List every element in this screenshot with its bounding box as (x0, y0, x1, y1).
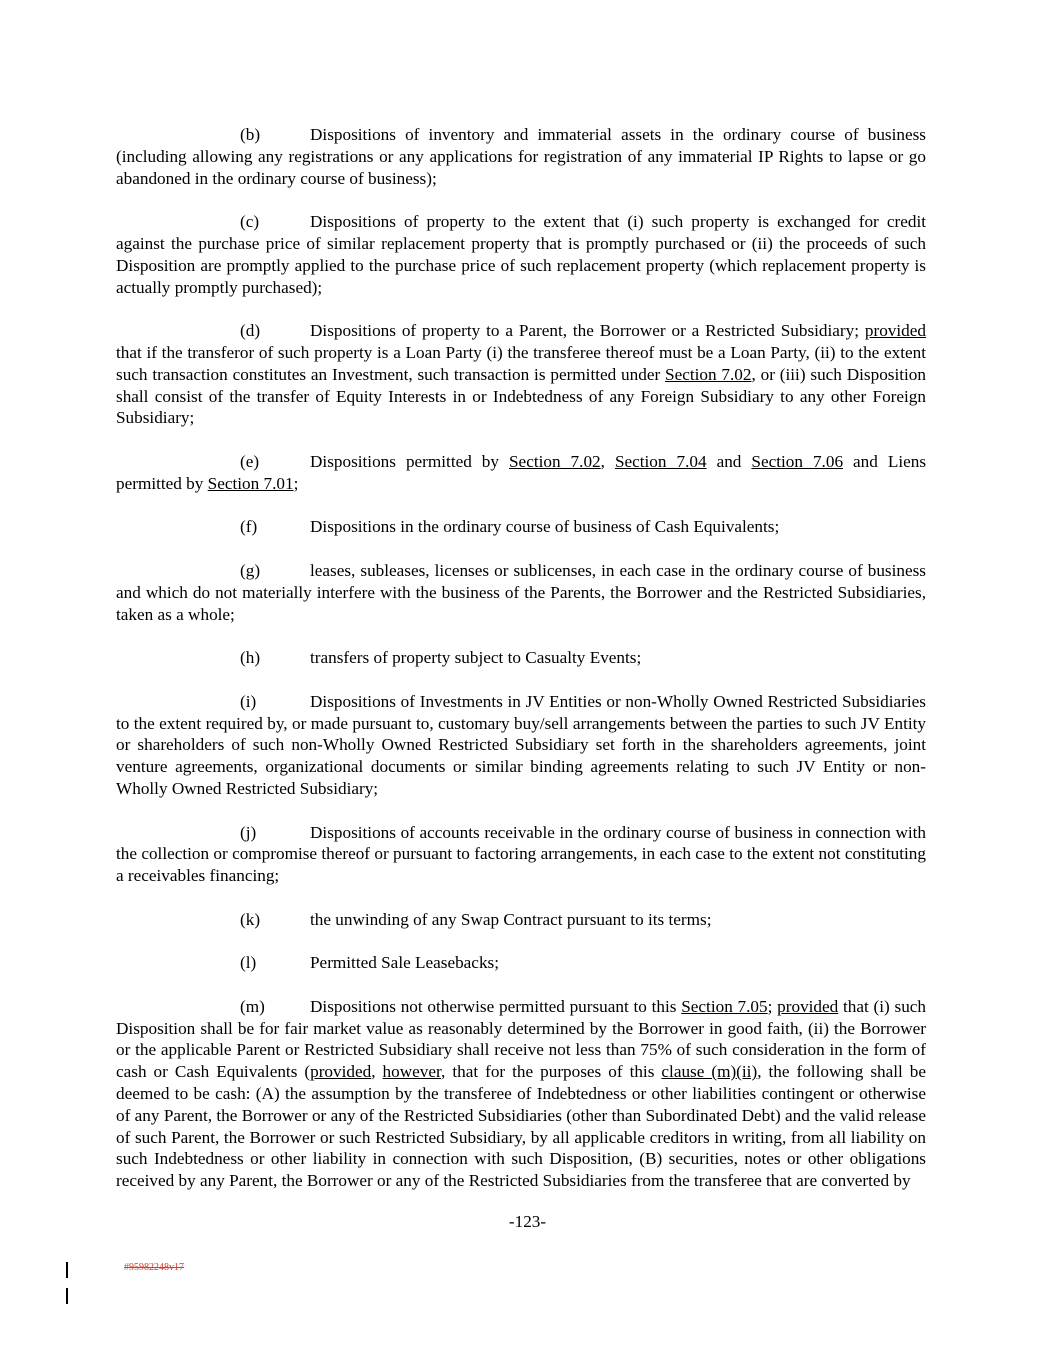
clause-label: (g) (240, 560, 261, 580)
clause-text: , (371, 1062, 376, 1082)
paragraph-d (116, 320, 926, 429)
clause-text: ; (293, 473, 299, 493)
clause-text: Dispositions of property to a Parent, the Borrower or a Restricted Subsidiary; (310, 321, 860, 341)
paragraph-f (116, 516, 926, 538)
clause-label: (m) (240, 996, 265, 1016)
document-body (116, 124, 926, 1214)
clause-text: Dispositions of Investments in JV Entities or non-Wholly Owned Restricted Subsidiaries to the extent required by, or made pursuant to, customary buy/sell arrangements between the parties to such JV Entity or shareholders of such non-Wholly Owned Restricted Subsidiary set forth in the shareholders agreements, joint venture agreements, organizational documents or similar binding agreements relating to such JV Entity or non-Wholly Owned Restricted Subsidiary; (116, 691, 926, 798)
document-id: #95982248v17 (124, 1262, 184, 1273)
defined-term: provided (777, 996, 839, 1016)
defined-term: however (382, 1062, 442, 1082)
clause-text: and Liens permitted by (116, 451, 927, 493)
section-reference: Section 7.06 (751, 451, 844, 471)
clause-label: (e) (240, 451, 260, 471)
paragraph-l (116, 952, 926, 974)
clause-text: , that for the purposes of this (441, 1062, 655, 1082)
clause-text: transfers of property subject to Casualty Events; (310, 648, 642, 668)
clause-text: Dispositions of inventory and immaterial assets in the ordinary course of business (including allowing any registrations or any applications for registration of any immaterial IP Rights to lapse or go abandoned in the ordinary course of business); (116, 125, 926, 188)
change-bar (66, 1288, 68, 1304)
clause-label: (j) (240, 822, 257, 842)
clause-text: , (600, 451, 605, 471)
page-number: -123- (508, 1212, 547, 1231)
paragraph-e (116, 451, 926, 495)
section-reference: Section 7.02 (509, 451, 601, 471)
clause-text: Permitted Sale Leasebacks; (310, 953, 499, 973)
paragraph-m (116, 996, 926, 1192)
clause-text: Dispositions in the ordinary course of business of Cash Equivalents; (310, 517, 780, 537)
clause-text: ; (767, 996, 773, 1016)
clause-text: , or (iii) such Disposition shall consist of the transfer of Equity Interests in or Indebtedness of any Foreign Subsidiary to any other Foreign Subsidiary; (116, 364, 926, 428)
clause-label: (h) (240, 648, 261, 668)
clause-text: Dispositions of property to the extent that (i) such property is exchanged for credit against the purchase price of similar replacement property that is promptly purchased or (ii) the proceeds of such Disposition are promptly applied to the purchase price of such replacement property (which replacement property is actually promptly purchased); (116, 212, 926, 297)
clause-label: (b) (240, 125, 261, 144)
paragraph-b (116, 124, 926, 189)
clause-text: Dispositions not otherwise permitted pursuant to this (310, 996, 677, 1016)
section-reference: Section 7.02 (665, 364, 752, 384)
defined-term: provided (310, 1062, 372, 1082)
change-bar (66, 1262, 68, 1278)
clause-text: Dispositions permitted by (310, 451, 499, 471)
clause-text: the unwinding of any Swap Contract pursuant to its terms; (310, 909, 712, 929)
clause-text: , the following shall be deemed to be cash: (A) the assumption by the transferee of Indebtedness or other liabilities contingent or otherwise of any Parent, the Borrower or any of the Restricted Subsidiaries (other than Subordinated Debt) and the valid release of such Parent, the Borrower or such Restricted Subsidiary, by all applicable creditors in writing, from all liability on such Indebtedness or other liability in connection with such Disposition, (B) securities, notes or other obligations received by any Parent, the Borrower or any of the Restricted Subsidiaries from the transferee that are converted by (116, 1062, 927, 1191)
section-reference: Section 7.04 (614, 451, 707, 471)
clause-label: (i) (240, 691, 257, 711)
clause-reference: clause (m)(ii) (661, 1062, 758, 1082)
clause-label: (d) (240, 321, 261, 341)
paragraph-h (116, 647, 926, 669)
defined-term: provided (864, 321, 926, 341)
paragraph-g (116, 560, 926, 625)
clause-text: that if the transferor of such property is a Loan Party (i) the transferee thereof must be a Loan Party, (ii) to the extent such transaction constitutes an Investment, such transaction is permitted under (116, 342, 926, 384)
section-reference: Section 7.05 (681, 996, 768, 1016)
clause-label: (c) (240, 212, 260, 232)
paragraph-k (116, 909, 926, 931)
clause-label: (l) (240, 953, 257, 973)
clause-text: leases, subleases, licenses or sublicenses, in each case in the ordinary course of business and which do not materially interfere with the business of the Parents, the Borrower and the Restricted Subsidiaries, taken as a whole; (116, 560, 926, 624)
clause-text: that (i) such Disposition shall be for fair market value as reasonably determined by the Borrower in good faith, (ii) the Borrower or the applicable Parent or Restricted Subsidiary shall receive not less than 75% of such consideration in the form of cash or Cash Equivalents ( (116, 996, 927, 1082)
paragraph-i (116, 691, 926, 800)
section-reference: Section 7.01 (207, 473, 294, 493)
paragraph-c (116, 211, 926, 298)
paragraph-j (116, 822, 926, 887)
clause-text: and (716, 451, 742, 471)
clause-text: Dispositions of accounts receivable in the ordinary course of business in connection with the collection or compromise thereof or pursuant to factoring arrangements, in each case to the extent not constituting a receivables financing; (116, 822, 926, 886)
clause-label: (k) (240, 909, 261, 929)
clause-label: (f) (240, 517, 258, 537)
